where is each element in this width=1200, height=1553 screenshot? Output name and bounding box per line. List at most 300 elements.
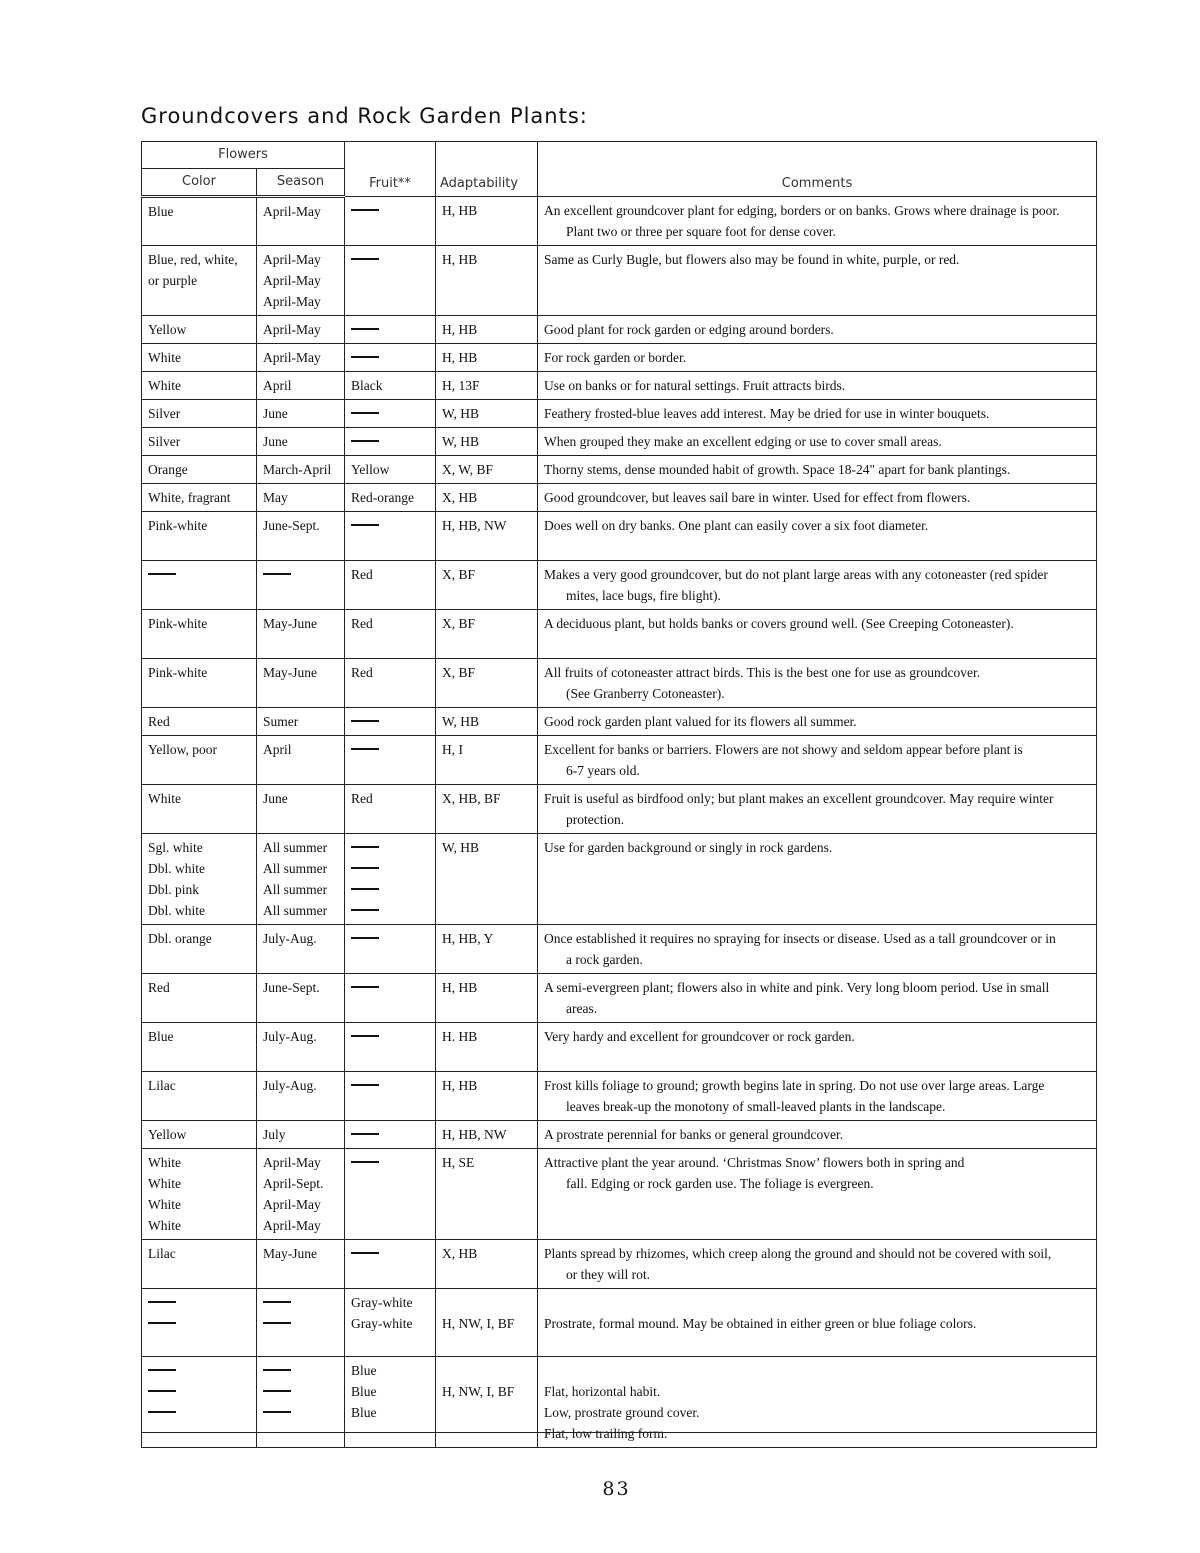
cell-season <box>257 974 345 1023</box>
dash-mark <box>263 1313 338 1334</box>
table-row <box>142 1289 1097 1357</box>
cell-line: Lilac <box>148 1246 176 1261</box>
cell-season <box>257 1357 345 1448</box>
dash-mark <box>263 1381 338 1402</box>
cell-season <box>257 708 345 736</box>
adaptability-value: W, HB <box>442 406 480 421</box>
dash-line <box>351 440 379 442</box>
cell-season <box>257 1149 345 1240</box>
cell-season <box>257 316 345 344</box>
header-comments: Comments <box>538 142 1097 197</box>
dash-line <box>148 1390 176 1392</box>
cell-line: Yellow <box>148 322 187 337</box>
cell-line: April-May <box>263 204 321 219</box>
cell-season <box>257 484 345 512</box>
adaptability-value: X, HB <box>442 1246 478 1261</box>
dash-line <box>351 937 379 939</box>
cell-season <box>257 197 345 246</box>
dash-mark <box>263 1360 338 1381</box>
cell-fruit <box>345 610 436 659</box>
cell-color <box>142 512 257 561</box>
dash-mark <box>263 564 338 585</box>
cell-adaptability <box>436 974 538 1023</box>
dash-mark <box>351 431 429 452</box>
cell-comments <box>538 1072 1097 1121</box>
cell-season <box>257 428 345 456</box>
cell-color <box>142 561 257 610</box>
cell-color <box>142 708 257 736</box>
comment-line: Makes a very good groundcover, but do not plant large areas with any cotoneaster (red spider <box>544 567 1048 582</box>
dash-line <box>263 1390 291 1392</box>
cell-comments <box>538 1023 1097 1072</box>
cell-comments <box>538 316 1097 344</box>
cell-season <box>257 736 345 785</box>
cell-color <box>142 484 257 512</box>
cell-line: All summer <box>263 840 328 855</box>
comment-line: Plants spread by rhizomes, which creep along the ground and should not be covered with soil, <box>544 1246 1052 1261</box>
cell-color <box>142 659 257 708</box>
cell-adaptability <box>436 736 538 785</box>
comment-line <box>544 1360 1090 1381</box>
adaptability-value: W, HB <box>442 840 480 855</box>
cell-line: Blue <box>148 1029 174 1044</box>
cell-comments <box>538 512 1097 561</box>
cell-adaptability <box>436 1240 538 1289</box>
cell-line: Yellow <box>351 462 390 477</box>
cell-adaptability <box>436 344 538 372</box>
comment-line: Prostrate, formal mound. May be obtained in either green or blue foliage colors. <box>544 1316 977 1331</box>
cell-season <box>257 561 345 610</box>
comment-line: leaves break-up the monotony of small-leaved plants in the landscape. <box>566 1099 946 1114</box>
cell-line: June <box>263 791 288 806</box>
cell-fruit <box>345 785 436 834</box>
comment-line: Same as Curly Bugle, but flowers also may be found in white, purple, or red. <box>544 252 960 267</box>
cell-line: Dbl. white <box>148 861 205 876</box>
comment-line: mites, lace bugs, fire blight). <box>566 588 721 603</box>
dash-mark <box>351 249 429 270</box>
table-row <box>142 974 1097 1023</box>
cell-adaptability <box>436 561 538 610</box>
cell-adaptability <box>436 512 538 561</box>
header-adaptability: Adaptability <box>436 142 538 197</box>
cell-line: Blue, red, white, <box>148 252 238 267</box>
cell-fruit <box>345 1240 436 1289</box>
cell-line: White <box>148 378 181 393</box>
dash-line <box>148 573 176 575</box>
comment-line: Flat, low trailing form. <box>544 1426 668 1441</box>
table-row <box>142 372 1097 400</box>
cell-comments <box>538 974 1097 1023</box>
cell-color <box>142 834 257 925</box>
cell-adaptability <box>436 1149 538 1240</box>
cell-color <box>142 372 257 400</box>
cell-fruit <box>345 246 436 316</box>
dash-mark <box>351 879 429 900</box>
comment-line: protection. <box>566 812 625 827</box>
table-row <box>142 1357 1097 1448</box>
cell-line: June <box>263 406 288 421</box>
cell-season <box>257 1289 345 1357</box>
cell-line: Red <box>351 791 373 806</box>
comment-line: Does well on dry banks. One plant can easily cover a six foot diameter. <box>544 518 929 533</box>
dash-line <box>351 748 379 750</box>
dash-mark <box>351 347 429 368</box>
cell-adaptability <box>436 1289 538 1357</box>
cell-line: Silver <box>148 406 181 421</box>
cell-fruit <box>345 456 436 484</box>
cell-line: Pink-white <box>148 616 208 631</box>
cell-season <box>257 1240 345 1289</box>
table-row <box>142 197 1097 246</box>
cell-comments <box>538 561 1097 610</box>
dash-line <box>351 1252 379 1254</box>
adaptability-value: H, HB <box>442 980 478 995</box>
comment-line: 6-7 years old. <box>566 763 640 778</box>
cell-line: White <box>148 1176 181 1191</box>
cell-season <box>257 456 345 484</box>
adaptability-value: H, HB, Y <box>442 931 494 946</box>
cell-season <box>257 1023 345 1072</box>
dash-mark <box>351 1243 429 1264</box>
cell-line: Gray-white <box>351 1316 413 1331</box>
cell-line: White, fragrant <box>148 490 231 505</box>
comment-line: fall. Edging or rock garden use. The foliage is evergreen. <box>566 1176 874 1191</box>
cell-adaptability <box>436 1072 538 1121</box>
table-row <box>142 834 1097 925</box>
cell-line: Red <box>351 567 373 582</box>
cell-line: Red <box>351 616 373 631</box>
cell-fruit <box>345 197 436 246</box>
cell-fruit <box>345 736 436 785</box>
cell-fruit <box>345 372 436 400</box>
cell-season <box>257 925 345 974</box>
comment-line: Use on banks or for natural settings. Fruit attracts birds. <box>544 378 846 393</box>
cell-fruit <box>345 659 436 708</box>
page-number: 83 <box>602 1478 631 1500</box>
table-row <box>142 512 1097 561</box>
table-row <box>142 428 1097 456</box>
cell-line: April-Sept. <box>263 1176 324 1191</box>
dash-mark <box>351 977 429 998</box>
comment-line: A deciduous plant, but holds banks or covers ground well. (See Creeping Cotoneaster). <box>544 616 1014 631</box>
spacer <box>442 1292 531 1313</box>
cell-line: White <box>148 1218 181 1233</box>
cell-adaptability <box>436 456 538 484</box>
dash-line <box>148 1369 176 1371</box>
cell-line: Blue <box>351 1363 377 1378</box>
header-flowers: Flowers <box>142 142 345 169</box>
cell-line: May <box>263 490 288 505</box>
table-row <box>142 246 1097 316</box>
adaptability-value: X, BF <box>442 616 476 631</box>
table-row <box>142 1149 1097 1240</box>
table-row <box>142 708 1097 736</box>
cell-line: March-April <box>263 462 332 477</box>
dash-line <box>351 209 379 211</box>
cell-line: Dbl. orange <box>148 931 212 946</box>
cell-line: All summer <box>263 861 328 876</box>
dash-line <box>351 909 379 911</box>
cell-fruit <box>345 428 436 456</box>
adaptability-value: H. HB <box>442 1029 478 1044</box>
adaptability-value: X, BF <box>442 665 476 680</box>
comment-line: or they will rot. <box>566 1267 651 1282</box>
cell-season <box>257 1072 345 1121</box>
comment-line: For rock garden or border. <box>544 350 687 365</box>
dash-mark <box>351 711 429 732</box>
cell-line: Red <box>148 714 170 729</box>
adaptability-value: H, HB <box>442 350 478 365</box>
cell-fruit <box>345 316 436 344</box>
dash-line <box>351 888 379 890</box>
cell-adaptability <box>436 659 538 708</box>
cell-line: April-May <box>263 350 321 365</box>
table-row <box>142 785 1097 834</box>
cell-color <box>142 1023 257 1072</box>
cell-line: May-June <box>263 665 317 680</box>
dash-mark <box>351 319 429 340</box>
cell-comments <box>538 344 1097 372</box>
cell-line: April <box>263 378 292 393</box>
cell-adaptability <box>436 372 538 400</box>
dash-mark <box>351 200 429 221</box>
cell-comments <box>538 659 1097 708</box>
cell-season <box>257 344 345 372</box>
comment-line: Once established it requires no spraying for insects or disease. Used as a tall groundcover or in <box>544 931 1056 946</box>
dash-line <box>263 1411 291 1413</box>
comment-line: Plant two or three per square foot for dense cover. <box>566 224 836 239</box>
cell-line: April-May <box>263 1197 321 1212</box>
dash-line <box>351 1133 379 1135</box>
cell-fruit <box>345 1023 436 1072</box>
dash-line <box>148 1411 176 1413</box>
comment-line: A prostrate perennial for banks or general groundcover. <box>544 1127 844 1142</box>
comment-line: areas. <box>566 1001 598 1016</box>
comment-line: Good groundcover, but leaves sail bare in winter. Used for effect from flowers. <box>544 490 971 505</box>
cell-line: July-Aug. <box>263 1078 317 1093</box>
adaptability-value: H, HB <box>442 203 478 218</box>
table-row <box>142 316 1097 344</box>
page-title: Groundcovers and Rock Garden Plants: <box>141 104 588 128</box>
cell-color <box>142 456 257 484</box>
dash-mark <box>351 515 429 536</box>
cell-adaptability <box>436 708 538 736</box>
cell-comments <box>538 1357 1097 1448</box>
dash-line <box>351 524 379 526</box>
dash-mark <box>351 403 429 424</box>
cell-color <box>142 1357 257 1448</box>
cell-adaptability <box>436 428 538 456</box>
cell-color <box>142 400 257 428</box>
dash-mark <box>351 739 429 760</box>
dash-mark <box>351 900 429 921</box>
cell-line: April <box>263 742 292 757</box>
header-season: Season <box>257 169 345 197</box>
adaptability-value: H, HB <box>442 322 478 337</box>
dash-line <box>351 986 379 988</box>
comment-line <box>544 1292 1090 1313</box>
cell-season <box>257 246 345 316</box>
cell-line: Dbl. pink <box>148 882 200 897</box>
dash-mark <box>263 1402 338 1423</box>
table-row <box>142 561 1097 610</box>
cell-comments <box>538 708 1097 736</box>
adaptability-value: X, HB <box>442 490 478 505</box>
cell-fruit <box>345 561 436 610</box>
dash-line <box>351 1035 379 1037</box>
cell-color <box>142 610 257 659</box>
comment-line: When grouped they make an excellent edging or use to cover small areas. <box>544 434 942 449</box>
dash-mark <box>351 1026 429 1047</box>
cell-line: June-Sept. <box>263 980 320 995</box>
cell-line: or purple <box>148 273 198 288</box>
cell-fruit <box>345 1072 436 1121</box>
comment-line: All fruits of cotoneaster attract birds. This is the best one for use as groundcover. <box>544 665 981 680</box>
cell-line: White <box>148 1197 181 1212</box>
dash-mark <box>263 1292 338 1313</box>
comment-line: Low, prostrate ground cover. <box>544 1405 700 1420</box>
dash-line <box>148 1301 176 1303</box>
table-row <box>142 1023 1097 1072</box>
cell-line: April-May <box>263 273 321 288</box>
cell-line: Sgl. white <box>148 840 203 855</box>
cell-line: April-May <box>263 1218 321 1233</box>
spacer <box>442 1360 531 1381</box>
cell-line: Blue <box>351 1384 377 1399</box>
comment-line: Use for garden background or singly in rock gardens. <box>544 840 833 855</box>
cell-line: May-June <box>263 616 317 631</box>
comment-line: a rock garden. <box>566 952 643 967</box>
cell-fruit <box>345 834 436 925</box>
cell-season <box>257 372 345 400</box>
table-row <box>142 925 1097 974</box>
cell-season <box>257 834 345 925</box>
adaptability-value: H, NW, I, BF <box>442 1384 515 1399</box>
cell-adaptability <box>436 400 538 428</box>
cell-adaptability <box>436 925 538 974</box>
bottom-rule <box>141 1432 1096 1433</box>
cell-line: June-Sept. <box>263 518 320 533</box>
cell-adaptability <box>436 197 538 246</box>
table-row <box>142 659 1097 708</box>
cell-color <box>142 316 257 344</box>
dash-line <box>263 1322 291 1324</box>
cell-line: Dbl. white <box>148 903 205 918</box>
table-row <box>142 400 1097 428</box>
comment-line: (See Granberry Cotoneaster). <box>566 686 725 701</box>
cell-adaptability <box>436 1023 538 1072</box>
cell-fruit <box>345 400 436 428</box>
comment-line: Flat, horizontal habit. <box>544 1384 661 1399</box>
cell-line: Lilac <box>148 1078 176 1093</box>
cell-adaptability <box>436 1357 538 1448</box>
cell-comments <box>538 400 1097 428</box>
cell-comments <box>538 736 1097 785</box>
cell-line: Red <box>148 980 170 995</box>
cell-color <box>142 1072 257 1121</box>
comment-line: A semi-evergreen plant; flowers also in white and pink. Very long bloom period. Use in small <box>544 980 1050 995</box>
cell-season <box>257 785 345 834</box>
cell-line: Pink-white <box>148 665 208 680</box>
table-row <box>142 484 1097 512</box>
cell-comments <box>538 456 1097 484</box>
cell-fruit <box>345 484 436 512</box>
dash-mark <box>148 1313 250 1334</box>
cell-season <box>257 1121 345 1149</box>
cell-color <box>142 1149 257 1240</box>
cell-line: Blue <box>148 204 174 219</box>
dash-mark <box>351 837 429 858</box>
table-body <box>142 197 1097 1448</box>
plants-table <box>141 141 1097 1448</box>
cell-fruit <box>345 1289 436 1357</box>
cell-line: Orange <box>148 462 188 477</box>
cell-color <box>142 1240 257 1289</box>
dash-line <box>351 1161 379 1163</box>
cell-line: Yellow <box>148 1127 187 1142</box>
dash-mark <box>148 1360 250 1381</box>
adaptability-value: X, W, BF <box>442 462 494 477</box>
cell-comments <box>538 1240 1097 1289</box>
adaptability-value: X, HB, BF <box>442 791 501 806</box>
cell-comments <box>538 428 1097 456</box>
comment-line: Good plant for rock garden or edging around borders. <box>544 322 834 337</box>
cell-comments <box>538 484 1097 512</box>
dash-line <box>263 573 291 575</box>
comment-line <box>544 1047 1090 1068</box>
adaptability-value: H, 13F <box>442 378 480 393</box>
comment-line: Fruit is useful as birdfood only; but plant makes an excellent groundcover. May require winter <box>544 791 1054 806</box>
cell-fruit <box>345 512 436 561</box>
cell-adaptability <box>436 484 538 512</box>
cell-line: All summer <box>263 882 328 897</box>
comment-line: Very hardy and excellent for groundcover or rock garden. <box>544 1029 855 1044</box>
cell-comments <box>538 610 1097 659</box>
cell-adaptability <box>436 785 538 834</box>
cell-line: Pink-white <box>148 518 208 533</box>
dash-line <box>351 867 379 869</box>
table-row <box>142 456 1097 484</box>
header-fruit: Fruit** <box>345 142 436 197</box>
cell-color <box>142 736 257 785</box>
cell-fruit <box>345 974 436 1023</box>
dash-mark <box>351 858 429 879</box>
dash-line <box>351 1084 379 1086</box>
adaptability-value: H, NW, I, BF <box>442 1316 515 1331</box>
cell-line: All summer <box>263 903 328 918</box>
cell-line: July-Aug. <box>263 931 317 946</box>
cell-line: Red-orange <box>351 490 414 505</box>
dash-line <box>263 1369 291 1371</box>
cell-comments <box>538 1149 1097 1240</box>
dash-mark <box>148 1381 250 1402</box>
dash-line <box>351 720 379 722</box>
cell-line: White <box>148 791 181 806</box>
cell-comments <box>538 925 1097 974</box>
dash-line <box>351 258 379 260</box>
adaptability-value: W, HB <box>442 434 480 449</box>
adaptability-value: H, SE <box>442 1155 475 1170</box>
cell-season <box>257 512 345 561</box>
cell-line: Black <box>351 378 383 393</box>
cell-comments <box>538 372 1097 400</box>
cell-fruit <box>345 708 436 736</box>
table-row <box>142 736 1097 785</box>
cell-comments <box>538 785 1097 834</box>
cell-fruit <box>345 925 436 974</box>
table-row <box>142 344 1097 372</box>
adaptability-value: H, HB <box>442 1078 478 1093</box>
